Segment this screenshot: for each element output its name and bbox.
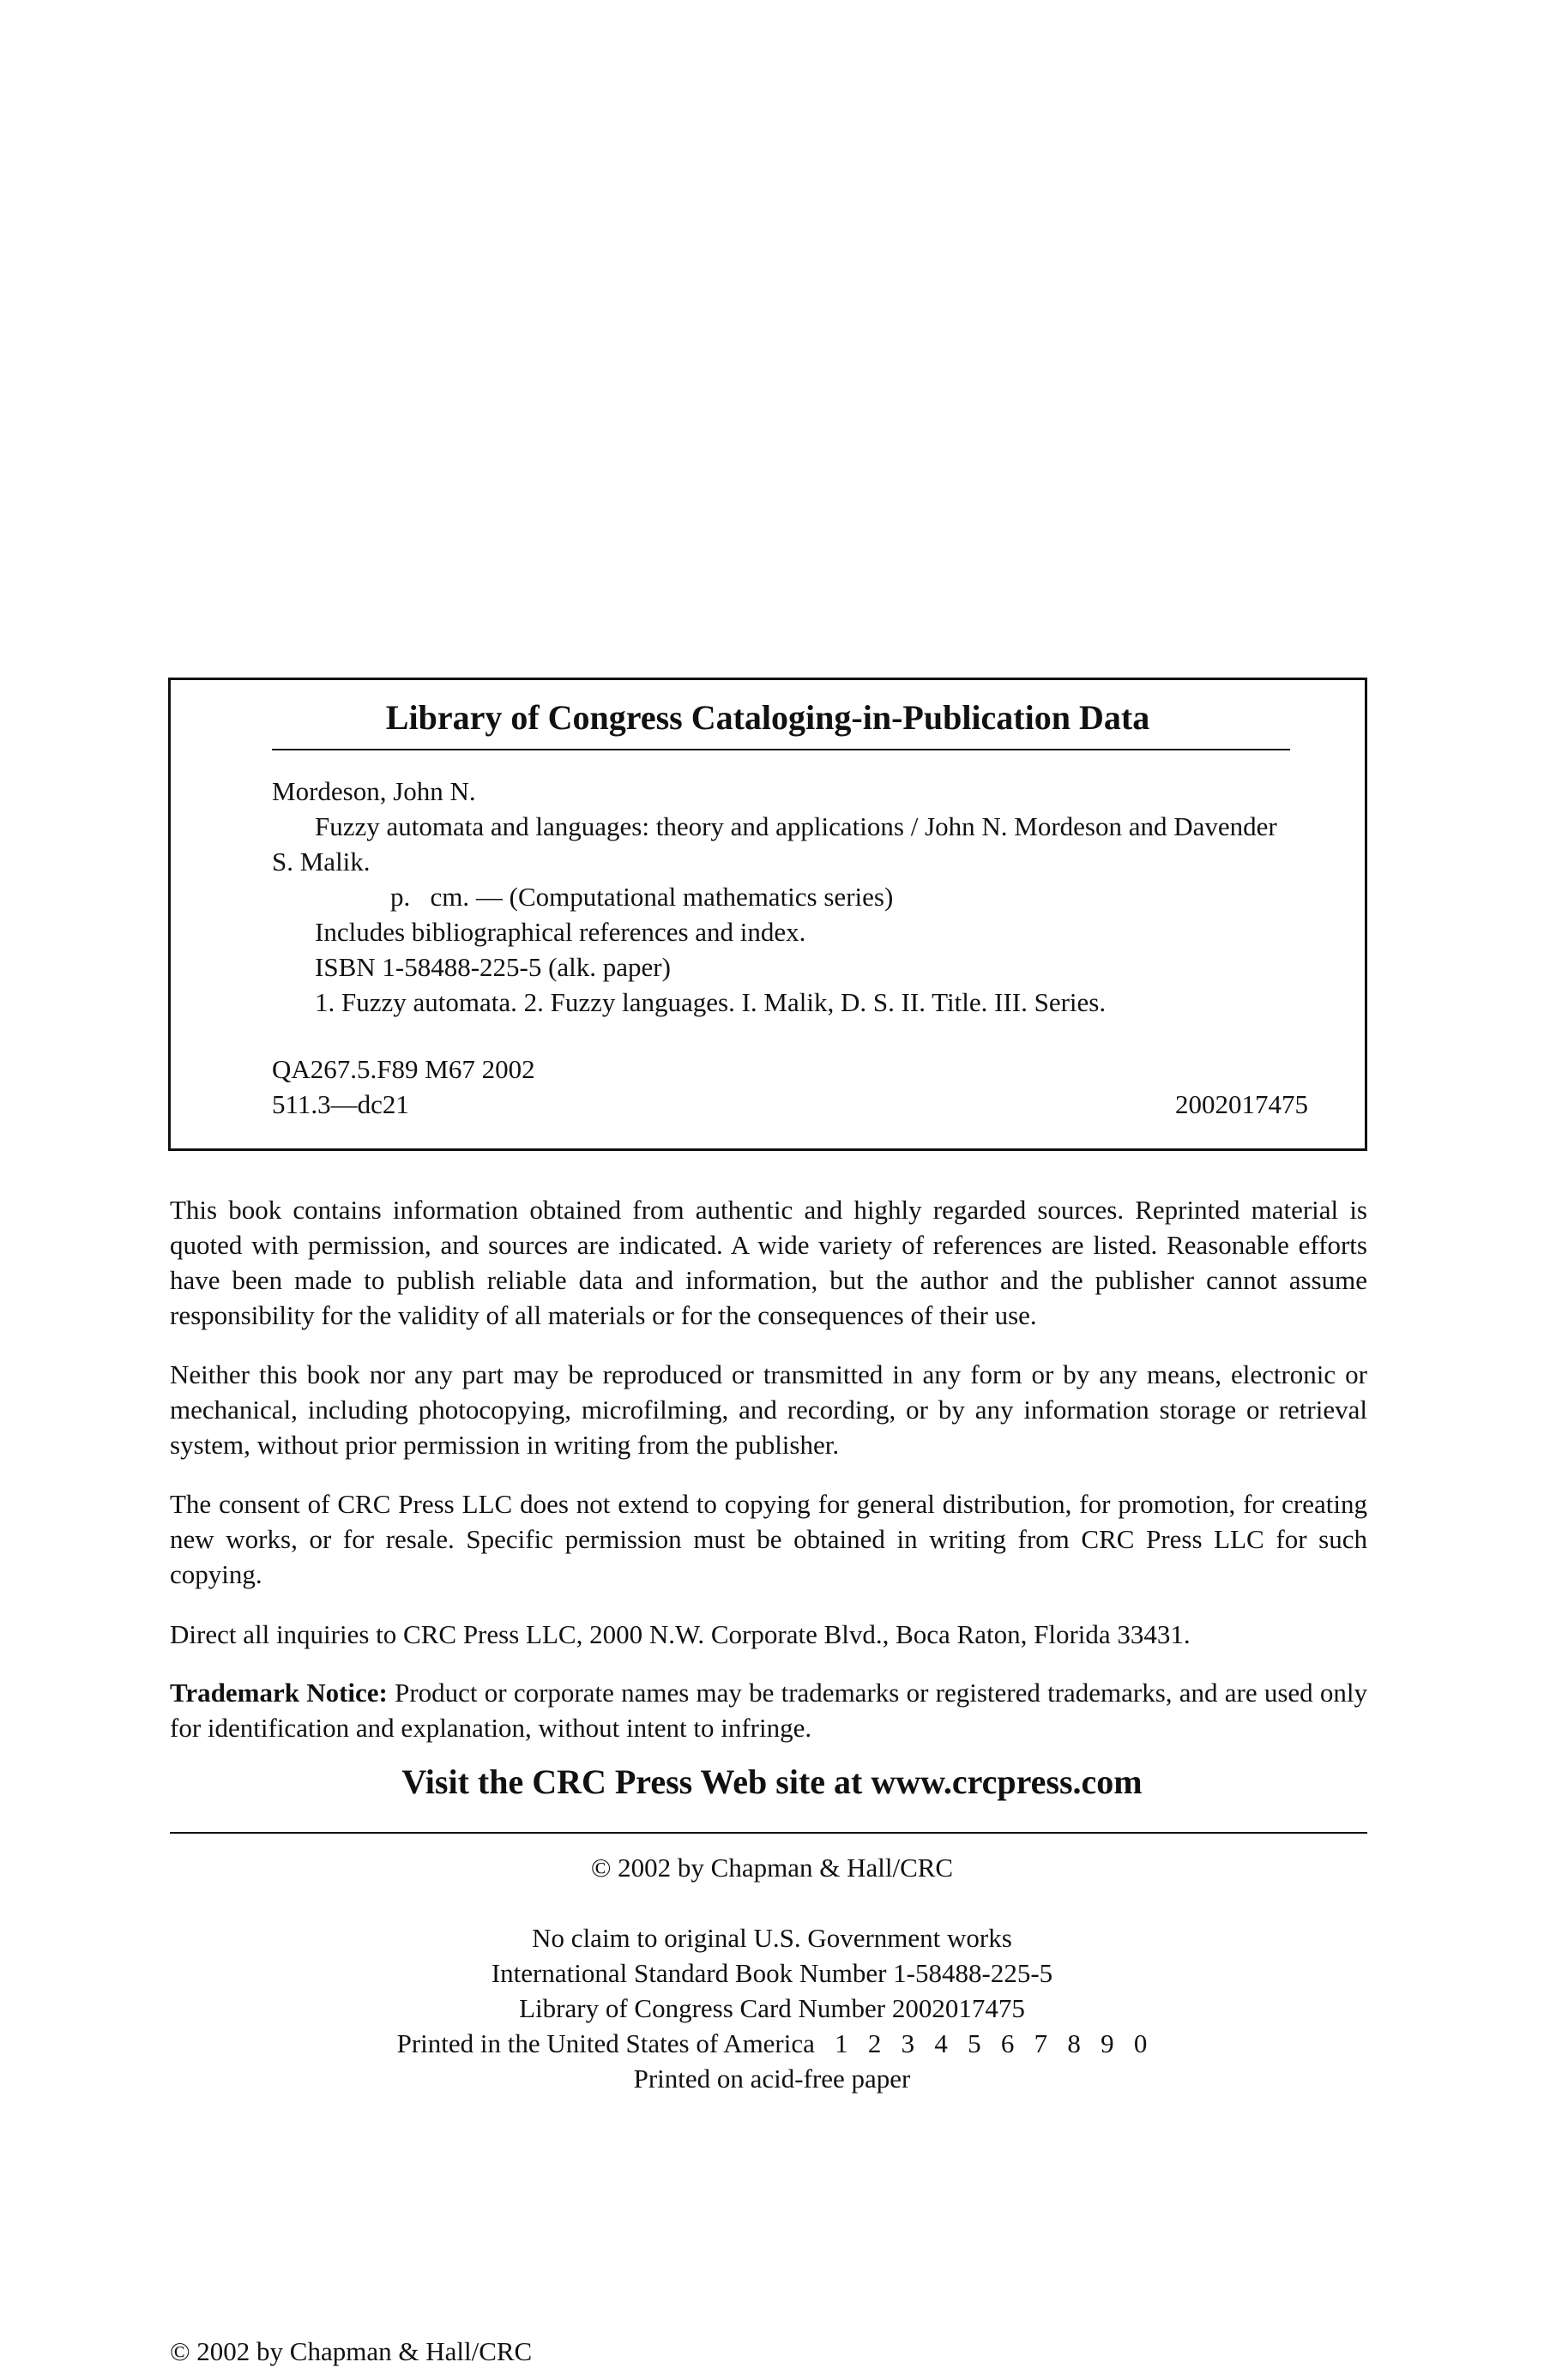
trademark-label: Trademark Notice: <box>170 1678 388 1708</box>
inquiries-paragraph: Direct all inquiries to CRC Press LLC, 2000 N.W. Corporate Blvd., Boca Raton, Florida 33431. <box>170 1619 1191 1649</box>
visit-rule <box>170 1832 1367 1834</box>
trademark-paragraph <box>170 1675 1367 1745</box>
government-claim-line: No claim to original U.S. Government works <box>532 1923 1012 1953</box>
cip-dewey: 511.3—dc21 <box>272 1089 409 1119</box>
cip-data-box <box>168 678 1367 1151</box>
cip-author: Mordeson, John N. <box>272 776 476 806</box>
cip-title-line-2: S. Malik. <box>272 847 371 877</box>
cip-title: Library of Congress Cataloging-in-Publication Data <box>385 698 1150 737</box>
info-paragraph: This book contains information obtained from authentic and highly regarded sources. Reprinted material is quoted with permission, and sources are indicated. A wide variety of references are listed. Reasonable efforts have been made to publish reliable data and information, but the author and the publisher cannot assume responsibility for the validity of all materials or for the consequences of their use. <box>170 1195 1367 1330</box>
cip-notes: Includes bibliographical references and index. <box>315 917 806 947</box>
reproduction-paragraph: Neither this book nor any part may be reproduced or transmitted in any form or by any means, electronic or mechanical, including photocopying, microfilming, and recording, or by any information storage or retrieval system, without prior permission in writing from the publisher. <box>170 1359 1367 1460</box>
visit-website-line: Visit the CRC Press Web site at www.crcpress.com <box>401 1762 1143 1801</box>
copyright-line: © 2002 by Chapman & Hall/CRC <box>590 1853 954 1883</box>
cip-title-rule <box>272 749 1290 750</box>
cip-isbn: ISBN 1-58488-225-5 (alk. paper) <box>315 952 671 982</box>
cip-lc-class: QA267.5.F89 M67 2002 <box>272 1054 535 1084</box>
acid-free-line: Printed on acid-free paper <box>633 2064 911 2094</box>
cip-subjects: 1. Fuzzy automata. 2. Fuzzy languages. I. Malik, D. S. II. Title. III. Series. <box>315 987 1107 1017</box>
printed-in-line: Printed in the United States of America 1 2 3 4 5 6 7 8 9 0 <box>396 2028 1148 2058</box>
trademark-text: Product or corporate names may be trademarks or registered trademarks, and are used only for identification and explanation, without intent to infringe. <box>170 1678 1368 1743</box>
lccn-line: Library of Congress Card Number 2002017475 <box>519 1993 1025 2023</box>
consent-paragraph: The consent of CRC Press LLC does not extend to copying for general distribution, for promotion, for creating new works, or for resale. Specific permission must be obtained in writing from CRC Press LLC for such copying. <box>170 1489 1367 1589</box>
cip-title-line-1: Fuzzy automata and languages: theory and applications / John N. Mordeson and Davender <box>315 811 1277 841</box>
cip-lccn: 2002017475 <box>1175 1089 1308 1119</box>
page-footer-copyright: © 2002 by Chapman & Hall/CRC <box>170 2336 533 2366</box>
cip-physical-description: p. cm. — (Computational mathematics series) <box>390 882 894 912</box>
isbn-line: International Standard Book Number 1-58488-225-5 <box>491 1958 1053 1988</box>
